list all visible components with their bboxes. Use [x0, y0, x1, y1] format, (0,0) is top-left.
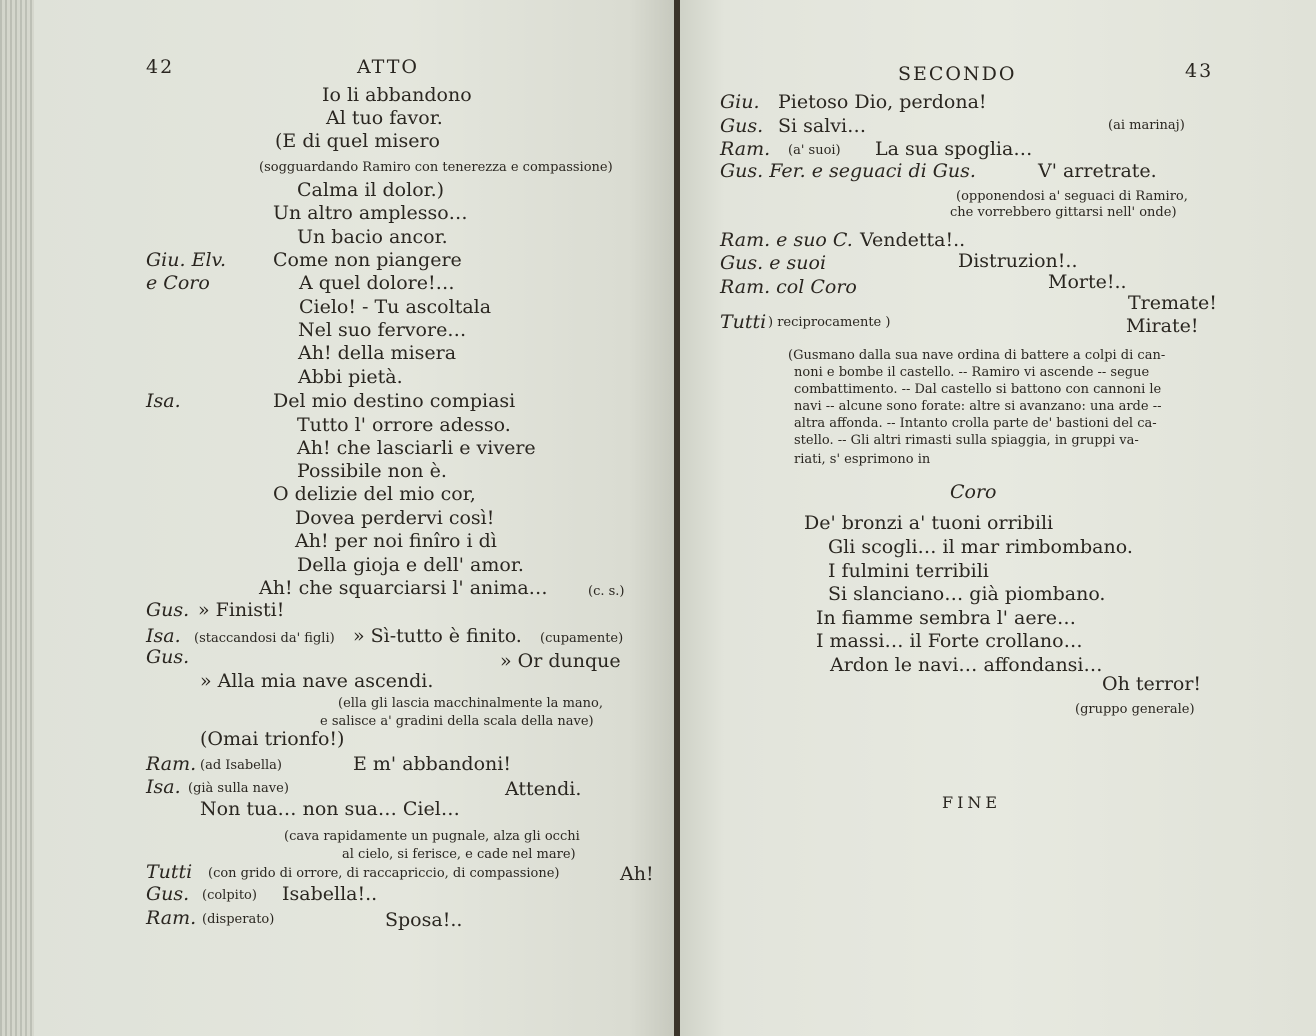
verse-line: Nel suo fervore…	[298, 319, 467, 341]
verse-line: Ah! per noi finîro i dì	[295, 530, 497, 552]
verse-line: Possibile non è.	[297, 460, 447, 482]
verse-line: Oh terror!	[1102, 673, 1202, 695]
stage-direction: ) reciprocamente )	[768, 315, 891, 330]
stage-direction: (colpito)	[202, 888, 257, 903]
stage-direction: altra affonda. -- Intanto crolla parte de' bastioni del ca-	[794, 416, 1157, 431]
stage-direction: (staccandosi da' figli)	[194, 631, 335, 646]
section-heading-coro: Coro	[950, 481, 997, 503]
verse-line: Sposa!..	[385, 909, 463, 931]
stage-direction: (ad Isabella)	[200, 758, 282, 773]
speaker-label: Gus.	[146, 646, 190, 668]
verse-line: Dovea perdervi così!	[295, 507, 495, 529]
stage-direction: (cupamente)	[540, 631, 624, 646]
verse-line: Tremate!	[1128, 292, 1217, 314]
verse-line: V' arretrate.	[1038, 160, 1157, 182]
speaker-label: Gus.	[146, 883, 190, 905]
verse-line: Un bacio ancor.	[297, 226, 448, 248]
verse-line: Ah! che lasciarli e vivere	[297, 437, 536, 459]
stage-direction: e salisce a' gradini della scala della nave)	[320, 714, 594, 729]
verse-line: (Omai trionfo!)	[200, 728, 345, 750]
stage-direction: (opponendosi a' seguaci di Ramiro,	[956, 189, 1188, 204]
stage-direction: (gruppo generale)	[1075, 702, 1195, 717]
verse-line: Si slanciano… già piombano.	[828, 583, 1106, 605]
verse-line: Io li abbandono	[322, 84, 472, 106]
stage-direction: navi -- alcune sono forate: altre si avanzano: una arde --	[794, 399, 1162, 414]
stage-direction: (disperato)	[202, 912, 275, 927]
verse-line: Come non piangere	[273, 249, 462, 271]
verse-line: I massi… il Forte crollano…	[816, 630, 1083, 652]
speaker-label: Ram. e suo C.	[720, 229, 853, 251]
speaker-label: Ram. col Coro	[720, 276, 857, 298]
stage-direction: noni e bombe il castello. -- Ramiro vi ascende -- segue	[794, 365, 1150, 380]
speaker-label: Gus. e suoi	[720, 252, 827, 274]
verse-line: Non tua… non sua… Ciel…	[200, 798, 460, 820]
verse-line: De' bronzi a' tuoni orribili	[804, 512, 1054, 534]
verse-line: Abbi pietà.	[298, 366, 403, 388]
speaker-label: Giu. Elv.	[146, 249, 227, 271]
verse-line: » Finisti!	[198, 599, 285, 621]
speaker-label: Tutti	[146, 861, 193, 883]
stage-direction: combattimento. -- Dal castello si battono con cannoni le	[794, 382, 1162, 397]
verse-line: Attendi.	[505, 778, 582, 800]
stage-direction: (cava rapidamente un pugnale, alza gli occhi	[284, 829, 580, 844]
verse-line: Ardon le navi… affondansi…	[830, 654, 1103, 676]
verse-line: Cielo! - Tu ascoltala	[299, 296, 492, 318]
right-page	[680, 0, 1316, 1036]
verse-line: Si salvi…	[778, 115, 867, 137]
verse-line: » Alla mia nave ascendi.	[200, 670, 434, 692]
speaker-label: Giu.	[720, 91, 760, 113]
verse-line: Morte!..	[1048, 271, 1127, 293]
stage-direction: (ai marinaj)	[1108, 118, 1185, 133]
verse-line: Del mio destino compiasi	[273, 390, 516, 412]
stage-direction: che vorrebbero gittarsi nell' onde)	[950, 205, 1177, 220]
stage-direction: (a' suoi)	[788, 143, 841, 158]
speaker-label: Gus. Fer. e seguaci di Gus.	[720, 160, 976, 182]
page-number-left: 42	[146, 56, 175, 78]
speaker-label: e Coro	[146, 272, 210, 294]
speaker-label: Isa.	[146, 625, 181, 647]
speaker-label: Gus.	[146, 599, 190, 621]
speaker-label: Isa.	[146, 390, 181, 412]
verse-line: E m' abbandoni!	[353, 753, 511, 775]
stage-direction: al cielo, si ferisce, e cade nel mare)	[342, 847, 576, 862]
verse-line: La sua spoglia…	[875, 138, 1033, 160]
stage-direction: (Gusmano dalla sua nave ordina di battere a colpi di can-	[788, 348, 1166, 363]
speaker-label: Ram.	[146, 753, 197, 775]
verse-line: Distruzion!..	[958, 250, 1078, 272]
fine-label: FINE	[942, 793, 1002, 812]
stage-direction: (con grido di orrore, di raccapriccio, di compassione)	[208, 866, 560, 881]
verse-line: Vendetta!..	[860, 229, 966, 251]
verse-line: Della gioja e dell' amor.	[297, 554, 524, 576]
verse-line: Ah!	[620, 863, 654, 885]
stage-direction: (ella gli lascia macchinalmente la mano,	[338, 696, 603, 711]
stage-direction: stello. -- Gli altri rimasti sulla spiaggia, in gruppi va-	[794, 433, 1139, 448]
page-edge-stack	[0, 0, 34, 1036]
page-number-right: 43	[1185, 60, 1214, 82]
speaker-label: Isa.	[146, 776, 181, 798]
verse-line: Al tuo favor.	[326, 107, 443, 129]
verse-line: I fulmini terribili	[828, 560, 989, 582]
verse-line: In fiamme sembra l' aere…	[816, 607, 1076, 629]
verse-line: Ah! che squarciarsi l' anima…	[259, 577, 548, 599]
verse-line: » Sì-tutto è finito.	[353, 625, 522, 647]
verse-line: Gli scogli… il mar rimbombano.	[828, 536, 1133, 558]
verse-line: Pietoso Dio, perdona!	[778, 91, 987, 113]
verse-line: Isabella!..	[282, 883, 378, 905]
speaker-label: Ram.	[146, 907, 197, 929]
stage-direction: (già sulla nave)	[188, 781, 289, 796]
verse-line: Un altro amplesso…	[273, 202, 468, 224]
verse-line: Mirate!	[1126, 315, 1199, 337]
stage-direction: (sogguardando Ramiro con tenerezza e compassione)	[259, 160, 613, 175]
verse-line: Calma il dolor.)	[297, 179, 445, 201]
verse-line: Tutto l' orrore adesso.	[297, 414, 511, 436]
speaker-label: Ram.	[720, 138, 771, 160]
verse-line: O delizie del mio cor,	[273, 483, 476, 505]
running-head-right: SECONDO	[898, 63, 1017, 85]
stage-direction: riati, s' esprimono in	[794, 452, 931, 467]
speaker-label: Gus.	[720, 115, 764, 137]
verse-line: » Or dunque	[500, 650, 621, 672]
verse-line: (E di quel misero	[275, 130, 440, 152]
verse-line: Ah! della misera	[298, 342, 457, 364]
speaker-label: Tutti	[720, 311, 767, 333]
stage-direction: (c. s.)	[588, 584, 625, 599]
running-head-left: ATTO	[357, 56, 419, 78]
verse-line: A quel dolore!…	[299, 272, 455, 294]
